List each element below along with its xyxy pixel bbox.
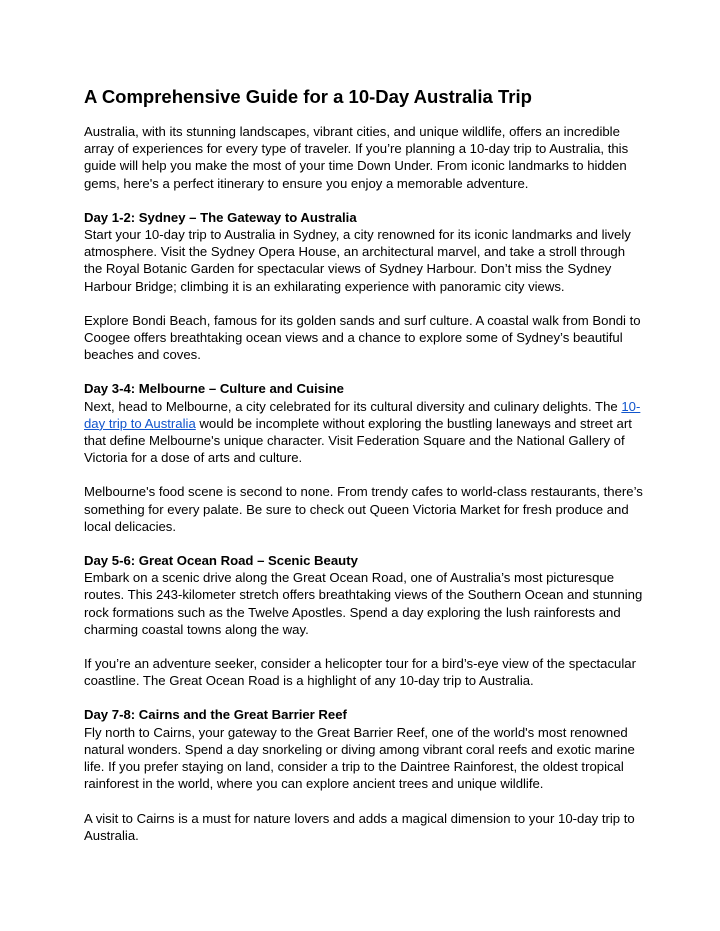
document-page: [84, 84, 644, 861]
section-heading-cairns: Day 7-8: Cairns and the Great Barrier Reef: [84, 707, 347, 723]
section-great-ocean-road: [84, 552, 644, 638]
paragraph-bondi: Explore Bondi Beach, famous for its golden sands and surf culture. A coastal walk from Bondi to Coogee offers breathtaking ocean views and a chance to explore some of Sydney’s beautiful beaches and coves.: [84, 312, 641, 363]
section-heading-sydney: Day 1-2: Sydney – The Gateway to Australia: [84, 209, 357, 225]
section-cairns: [84, 706, 644, 792]
paragraph-helicopter: If you’re an adventure seeker, consider a helicopter tour for a bird’s-eye view of the spectacular coastline. The Great Ocean Road is a highlight of any 10-day trip to Australia.: [84, 656, 636, 689]
section-body-melbourne-part1: Next, head to Melbourne, a city celebrated for its cultural diversity and culinary delights. The: [84, 398, 622, 414]
paragraph-cairns-visit: A visit to Cairns is a must for nature lovers and adds a magical dimension to your 10-day trip to Australia.: [84, 810, 635, 843]
section-heading-melbourne: Day 3-4: Melbourne – Culture and Cuisine: [84, 381, 344, 397]
section-sydney: [84, 209, 644, 295]
intro-paragraph: Australia, with its stunning landscapes, vibrant cities, and unique wildlife, offers an incredible array of experiences for every type of traveler. If you’re planning a 10-day trip to Australia, this guide will help you make the most of your time Down Under. From iconic landmarks to hidden gems, here's a perfect itinerary to ensure you enjoy a memorable adventure.: [84, 124, 629, 191]
section-melbourne: [84, 380, 644, 466]
section-body-sydney: Start your 10-day trip to Australia in Sydney, a city renowned for its iconic landmarks and lively atmosphere. Visit the Sydney Opera House, an architectural marvel, and take a stroll through the Royal Botanic Garden for spectacular views of Sydney Harbour. Don’t miss the Sydney Harbour Bridge; climbing it is an exhilarating experience with panoramic city views.: [84, 227, 631, 294]
section-body-melbourne-part2: would be incomplete without exploring the bustling laneways and street art that define Melbourne's unique character. Visit Federation Square and the National Gallery of Victoria for a dose of arts and culture.: [84, 415, 632, 466]
paragraph-food-scene: Melbourne's food scene is second to none. From trendy cafes to world-class restaurants, there’s something for every palate. Be sure to check out Queen Victoria Market for fresh produce and local delicacies.: [84, 484, 643, 534]
document-title: A Comprehensive Guide for a 10-Day Australia Trip: [84, 86, 532, 107]
section-heading-great-ocean-road: Day 5-6: Great Ocean Road – Scenic Beauty: [84, 553, 358, 569]
trip-link[interactable]: 10-day trip to Australia: [84, 398, 641, 431]
section-body-cairns: Fly north to Cairns, your gateway to the Great Barrier Reef, one of the world's most renowned natural wonders. Spend a day snorkeling or diving among vibrant coral reefs and exotic marine life. If you prefer staying on land, consider a trip to the Daintree Rainforest, the oldest tropical rainforest in the world, where you can explore ancient trees and unique wildlife.: [84, 724, 635, 792]
section-body-great-ocean-road: Embark on a scenic drive along the Great Ocean Road, one of Australia’s most picturesque routes. This 243-kilometer stretch offers breathtaking views of the Southern Ocean and stunning rock formations such as the Twelve Apostles. Spend a day exploring the lush rainforests and charming coastal towns along the way.: [84, 570, 643, 637]
